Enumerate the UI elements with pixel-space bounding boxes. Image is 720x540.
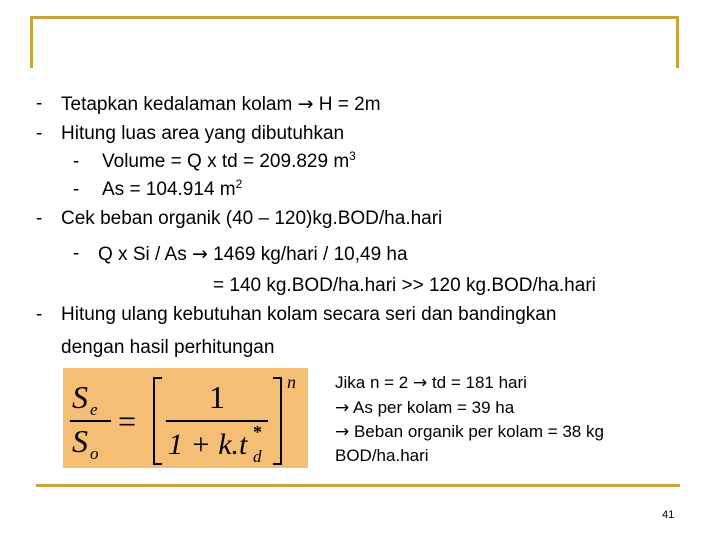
formula-lhs-denominator: S xyxy=(72,423,88,459)
side-note-text: Beban organik per kolam = 38 kg xyxy=(349,422,604,441)
side-note-text: Jika n = 2 xyxy=(335,373,413,392)
side-note-line-1 xyxy=(335,371,527,395)
side-note-line-2 xyxy=(335,396,514,420)
bullet-text: Q x Si / As xyxy=(98,244,192,265)
arrow-right-icon: → xyxy=(191,243,208,265)
bullet-dash: - xyxy=(73,151,80,172)
side-note-text: BOD/ha.hari xyxy=(335,446,429,465)
formula-graphic xyxy=(63,368,308,468)
bullet-text: H = 2m xyxy=(313,94,381,115)
side-note-line-3 xyxy=(335,420,604,444)
superscript: 3 xyxy=(349,149,356,163)
side-note-line-4 xyxy=(335,444,429,468)
bullet-text: Hitung luas area yang dibutuhkan xyxy=(61,123,345,144)
frame-bottom-line xyxy=(36,484,680,487)
page-number: 41 xyxy=(662,509,675,521)
arrow-right-icon: → xyxy=(335,422,350,442)
bullet-text: As = 104.914 m xyxy=(102,179,236,200)
bullet-text: Cek beban organik (40 – 120)kg.BOD/ha.hari xyxy=(61,208,443,229)
formula-equals: = xyxy=(118,403,137,439)
bullet-text: Tetapkan kedalaman kolam xyxy=(61,94,298,115)
bullet-dash: - xyxy=(36,208,43,229)
superscript: 2 xyxy=(235,177,243,191)
formula-power: n xyxy=(287,372,296,392)
bullet-dash: - xyxy=(36,304,43,325)
bullet-text: = 140 kg.BOD/ha.hari >> 120 kg.BOD/ha.hari xyxy=(213,275,596,296)
bullet-text: Hitung ulang kebutuhan kolam secara seri dan bandingkan xyxy=(61,304,557,325)
bullet-text: Volume = Q x td = 209.829 m xyxy=(102,151,350,172)
formula-lhs-numerator: S xyxy=(72,379,88,415)
bullet-text: 1469 kg/hari / 10,49 ha xyxy=(207,244,408,265)
frame-left-line xyxy=(30,16,33,68)
formula-left-bracket xyxy=(154,378,162,464)
formula-right-bracket xyxy=(273,378,281,464)
side-note-text: td = 181 hari xyxy=(427,373,527,392)
bullet-dash: - xyxy=(73,243,80,264)
bullet-dash: - xyxy=(36,93,43,114)
frame-top-line xyxy=(30,16,678,19)
formula-rhs-denominator: 1 + k.t xyxy=(168,428,248,461)
arrow-right-icon: → xyxy=(335,398,350,418)
formula-box xyxy=(63,368,308,468)
side-note-text: As per kolam = 39 ha xyxy=(349,398,515,417)
arrow-right-icon: → xyxy=(412,373,428,393)
formula-rhs-denominator-sup: * xyxy=(253,422,262,442)
formula-lhs-numerator-sub: e xyxy=(90,400,98,419)
formula-rhs-numerator: 1 xyxy=(209,379,225,415)
bullet-text: dengan hasil perhitungan xyxy=(61,337,275,358)
formula-lhs-denominator-sub: o xyxy=(90,444,99,463)
bullet-dash: - xyxy=(73,179,80,200)
frame-right-line xyxy=(676,16,679,68)
formula-rhs-denominator-sub: d xyxy=(253,447,262,466)
arrow-right-icon: → xyxy=(297,93,314,115)
bullet-dash: - xyxy=(36,123,43,144)
